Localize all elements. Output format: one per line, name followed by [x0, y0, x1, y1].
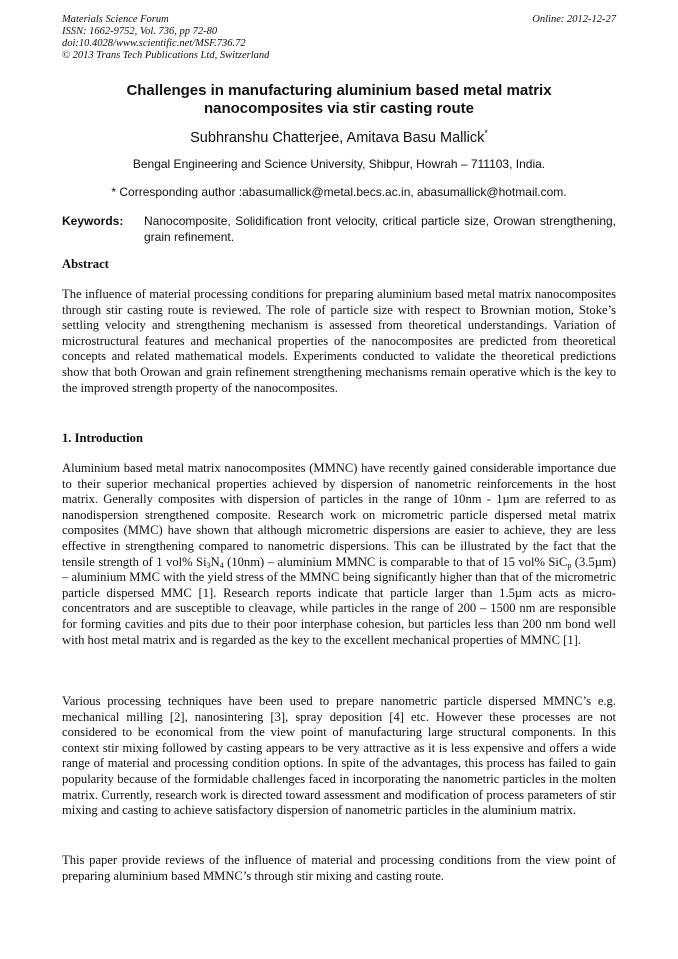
journal-issn: ISSN: 1662-9752, Vol. 736, pp 72-80 — [62, 26, 218, 37]
introduction-heading: 1. Introduction — [62, 431, 143, 445]
affiliation: Bengal Engineering and Science University, Shibpur, Howrah – 711103, India. — [132, 157, 546, 171]
online-date: Online: 2012-12-27 — [532, 14, 616, 25]
abstract-heading: Abstract — [62, 257, 109, 271]
intro-paragraph-1: Aluminium based metal matrix nanocomposites (MMNC) have recently gained considerable importance due to their superior mechanical properties achieved by dispersion of nanometric reinforcements in the host matrix. Generally composites with dispersion of particles in the range of 10nm - 1µm are referred to as nanodispersion strengthened composite. Research work on micrometric particle dispersed metal matrix composites (MMC) have shown that although micrometric dispersions are easier to achieve, they are less effective in strengthening compared to nanometric dispersions. This can be illustrated by the fact that the tensile strength of 1 vol% $Si_3N_4$ (10nm) – aluminium MMNC is comparable to that of 15 vol% SiC$_p$ (3.5µm) – aluminium MMC with the yield stress of the MMNC being significantly higher than that of the micrometric particle dispersed MMC [1]. Research reports indicate that particle larger than 1.5µm acts as micro-concentrators and are susceptible to cleavage, while particles in the range of 200 – 1500 nm are responsible for forming cavities and pits due to their poor interphase cohesion, but particles less than 200 nm bond well with host metal matrix and is regarded as the key to the excellent mechanical properties of MMNC [1]. — [62, 461, 616, 647]
title-line-2: nanocomposites via stir casting route — [203, 100, 475, 117]
paper-title — [62, 82, 616, 118]
intro-paragraph-2: Various processing techniques have been used to prepare nanometric particle dispersed MMNC’s e.g. mechanical milling [2], nanosintering [3], spray deposition [4] etc. However these processes are not considered to be economical from the view point of manufacturing large structural components. In this context stir mixing followed by casting appears to be very attractive as it is less expensive and offers a wide range of material and processing condition options. In spite of the advantages, this process has failed to gain popularity because of the formidable challenges faced in incorporating the nanometric particles in the molten matrix. Currently, research work is directed toward assessment and modification of process parameters of stir mixing and casting to achieve satisfactory dispersion of nanometric particles in the aluminium matrix. — [62, 694, 616, 818]
keywords-label: Keywords: — [62, 214, 124, 228]
title-line-1: Challenges in manufacturing aluminium based metal matrix — [126, 82, 552, 99]
keywords — [62, 213, 616, 245]
journal-header — [62, 14, 616, 62]
author-names: Subhranshu Chatterjee, Amitava Basu Mallick — [190, 130, 485, 146]
journal-copyright: © 2013 Trans Tech Publications Ltd, Switzerland — [62, 50, 270, 61]
keywords-text: Nanocomposite, Solidification front velocity, critical particle size, Orowan strengthening, grain refinement. — [144, 214, 616, 244]
journal-doi[interactable]: doi:10.4028/www.scientific.net/MSF.736.72 — [62, 38, 246, 49]
corresponding-author: * Corresponding author :abasumallick@metal.becs.ac.in, abasumallick@hotmail.com. — [111, 185, 567, 199]
author-list — [62, 124, 616, 147]
journal-name: Materials Science Forum — [62, 14, 169, 25]
corresponding-mark: * — [484, 128, 488, 138]
intro-paragraph-3: This paper provide reviews of the influence of material and processing conditions from the view point of preparing aluminium based MMNC’s through stir mixing and casting route. — [62, 853, 616, 883]
abstract-text: The influence of material processing conditions for preparing aluminium based metal matrix nanocomposites through stir casting route is reviewed. The role of particle size with respect to Brownian motion, Stoke’s settling velocity and strengthening mechanism is assessed from theoretical understandings. Variation of microstructural features and mechanical properties of the nanocomposites are predicted from theoretical concepts and related mathematical models. Experiments conducted to validate the theoretical predictions show that both Orowan and grain refinement strengthening mechanisms remain operative which is the key to the improved strength property of the nanocomposites. — [62, 287, 616, 395]
